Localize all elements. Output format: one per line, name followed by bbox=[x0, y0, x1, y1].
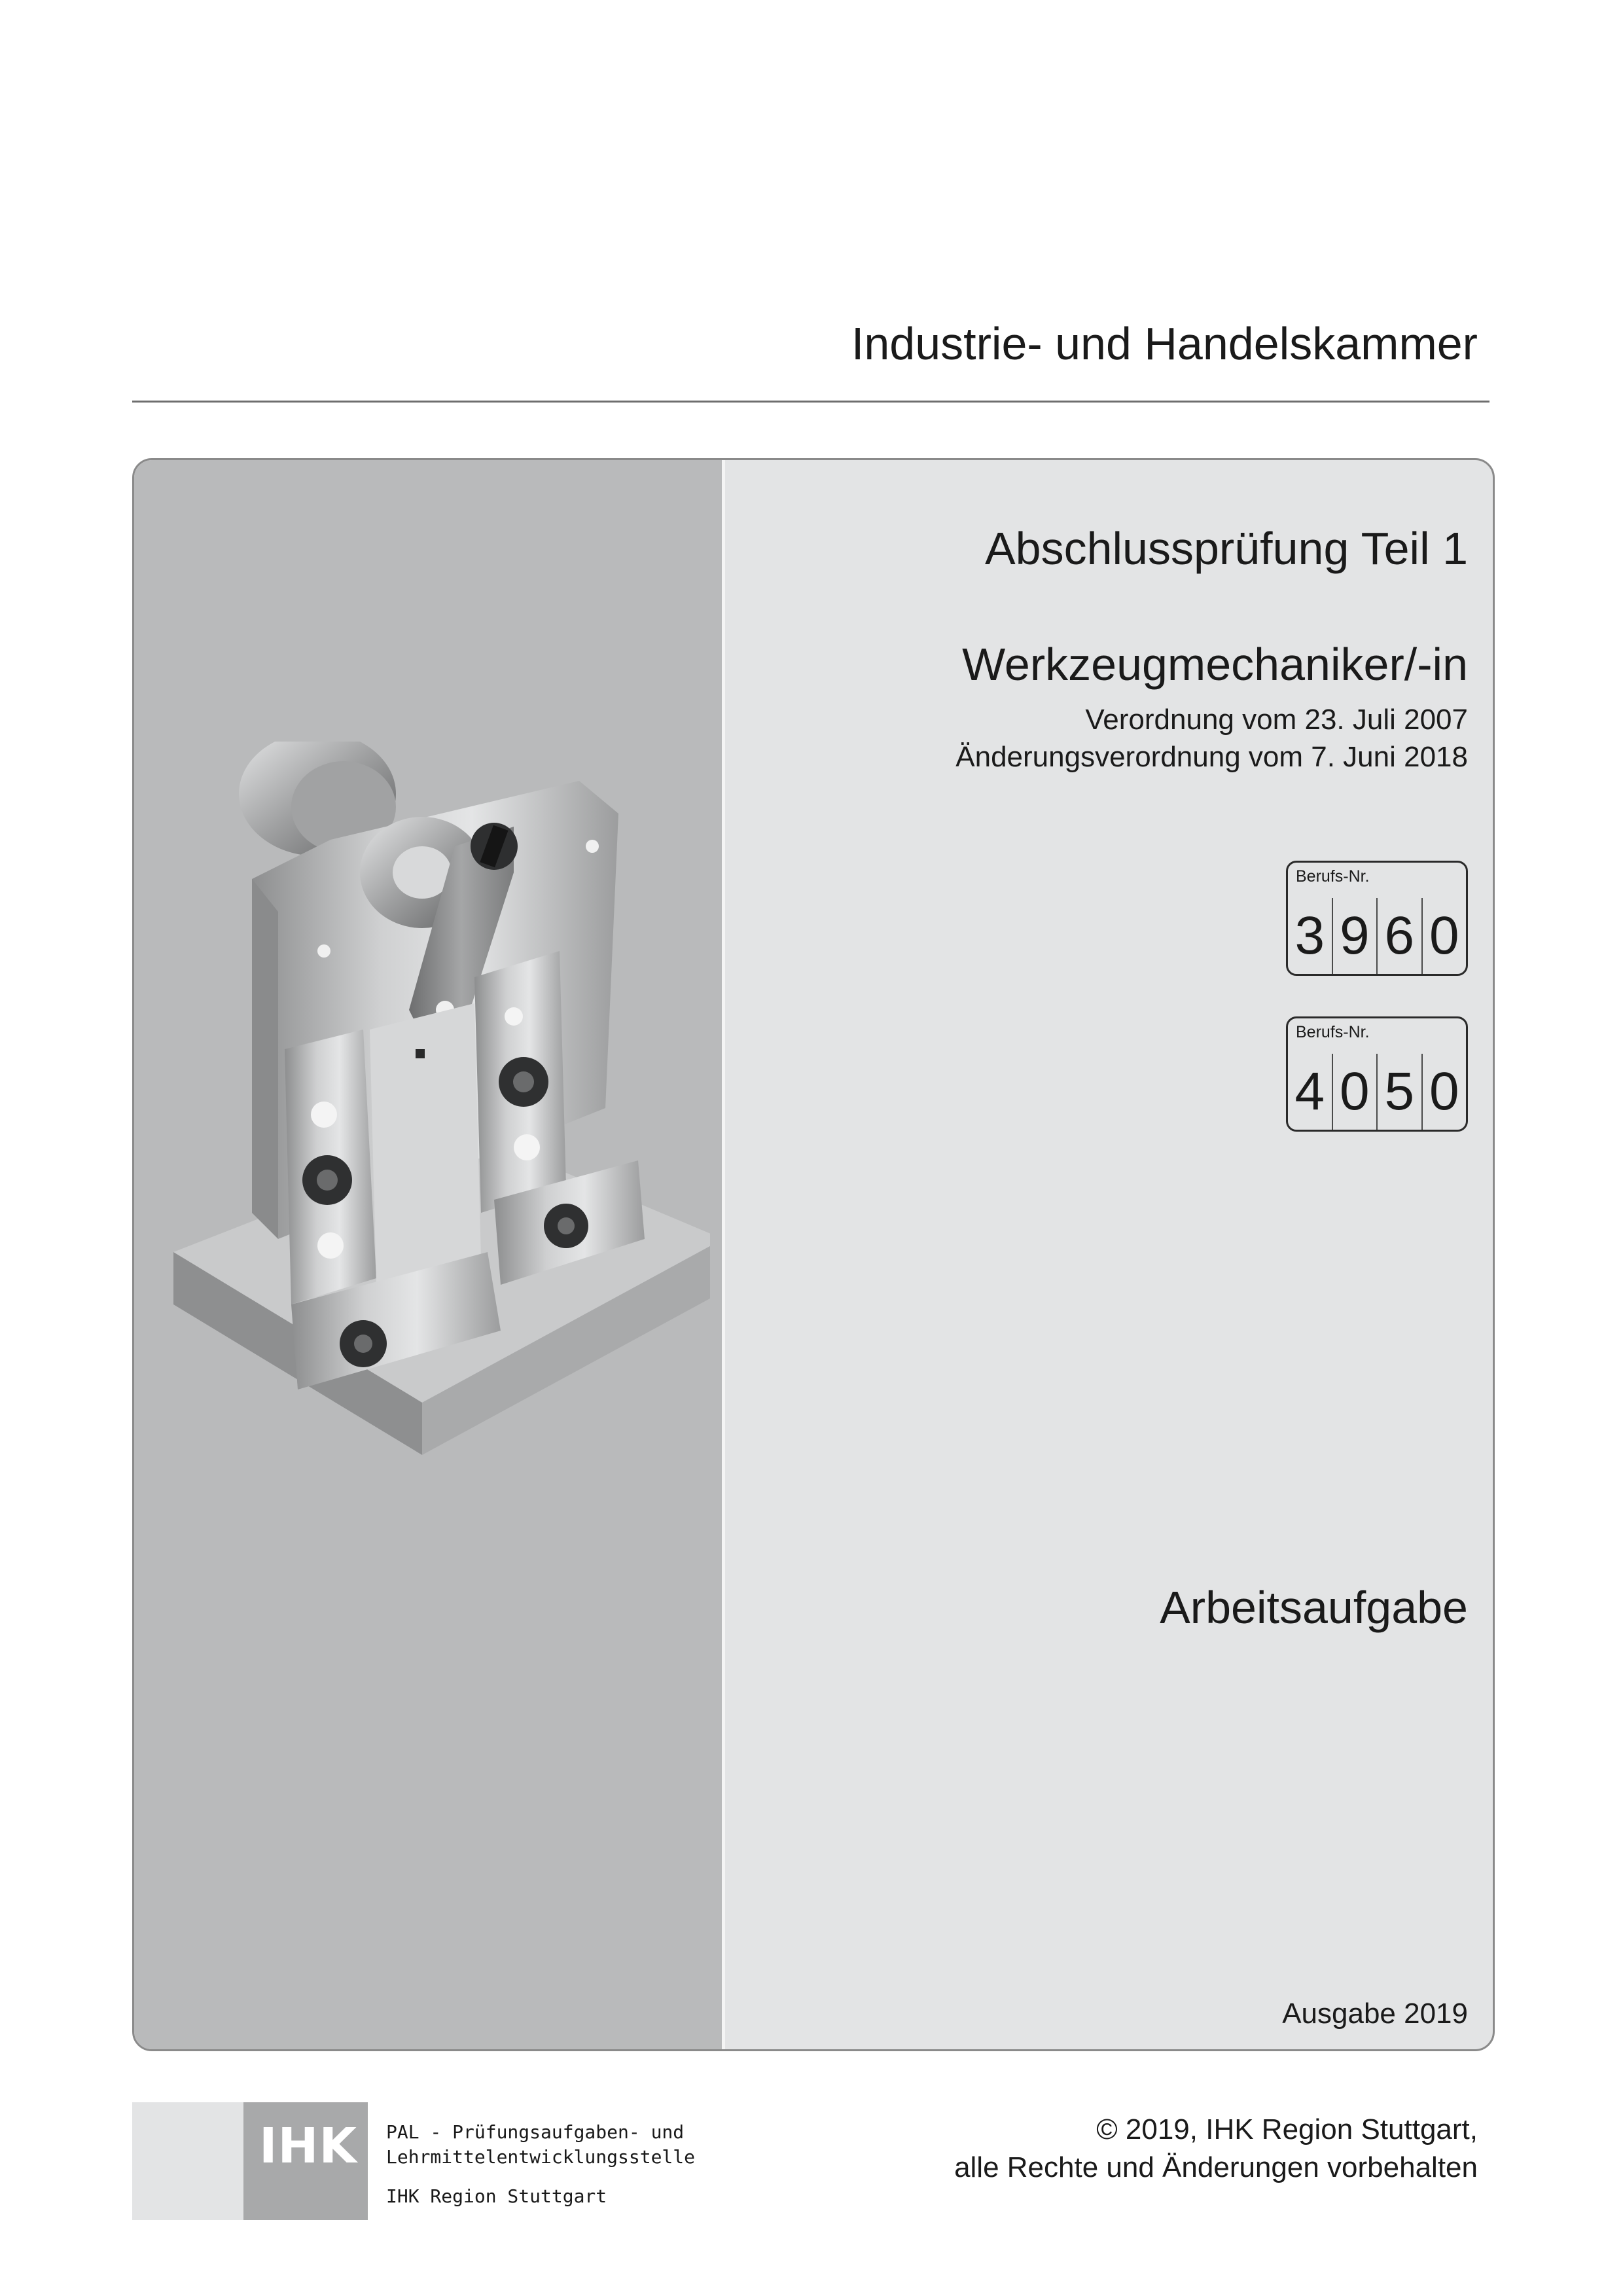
task-type-title: Arbeitsaufgabe bbox=[1160, 1582, 1468, 1633]
occupation-number-digit: 6 bbox=[1376, 898, 1421, 974]
occupation-number-digit: 5 bbox=[1376, 1054, 1421, 1130]
logo-light-block bbox=[132, 2102, 243, 2220]
regulation-date: Verordnung vom 23. Juli 2007 bbox=[1085, 704, 1468, 736]
occupation-number-digit: 9 bbox=[1332, 898, 1377, 974]
copyright-line2: alle Rechte und Änderungen vorbehalten bbox=[954, 2151, 1478, 2183]
occupation-number-digit: 0 bbox=[1421, 898, 1467, 974]
pal-region: IHK Region Stuttgart bbox=[386, 2185, 607, 2207]
occupation-number-box bbox=[1286, 861, 1468, 976]
copyright-line1: © 2019, IHK Region Stuttgart, bbox=[1096, 2113, 1478, 2145]
occupation-number-label: Berufs-Nr. bbox=[1296, 867, 1370, 886]
ihk-logo bbox=[132, 2102, 368, 2220]
info-panel bbox=[725, 460, 1493, 2049]
pal-name-line2: Lehrmittelentwicklungsstelle bbox=[386, 2146, 696, 2168]
pal-name-line1: PAL - Prüfungsaufgaben- und bbox=[386, 2121, 685, 2143]
exam-title: Abschlussprüfung Teil 1 bbox=[984, 523, 1468, 574]
occupation-title: Werkzeugmechaniker/-in bbox=[962, 639, 1468, 690]
occupation-number-digit: 4 bbox=[1294, 1062, 1325, 1121]
occupation-number-digits bbox=[1288, 898, 1466, 974]
amendment-date: Änderungsverordnung vom 7. Juni 2018 bbox=[955, 741, 1468, 773]
occupation-number-digits bbox=[1288, 1054, 1466, 1130]
occupation-number-digit: 0 bbox=[1421, 1054, 1467, 1130]
logo-text: IHK bbox=[259, 2118, 357, 2174]
cover-panel bbox=[132, 458, 1495, 2051]
header-divider bbox=[132, 401, 1489, 403]
occupation-number-label: Berufs-Nr. bbox=[1296, 1023, 1370, 1041]
edition-label: Ausgabe 2019 bbox=[1282, 1998, 1468, 2030]
occupation-number-digit: 3 bbox=[1294, 906, 1325, 965]
product-photo bbox=[147, 742, 710, 1560]
organization-title: Industrie- und Handelskammer bbox=[851, 318, 1478, 369]
photo-panel bbox=[134, 460, 722, 2049]
occupation-number-digit: 0 bbox=[1332, 1054, 1377, 1130]
occupation-number-box bbox=[1286, 1016, 1468, 1132]
